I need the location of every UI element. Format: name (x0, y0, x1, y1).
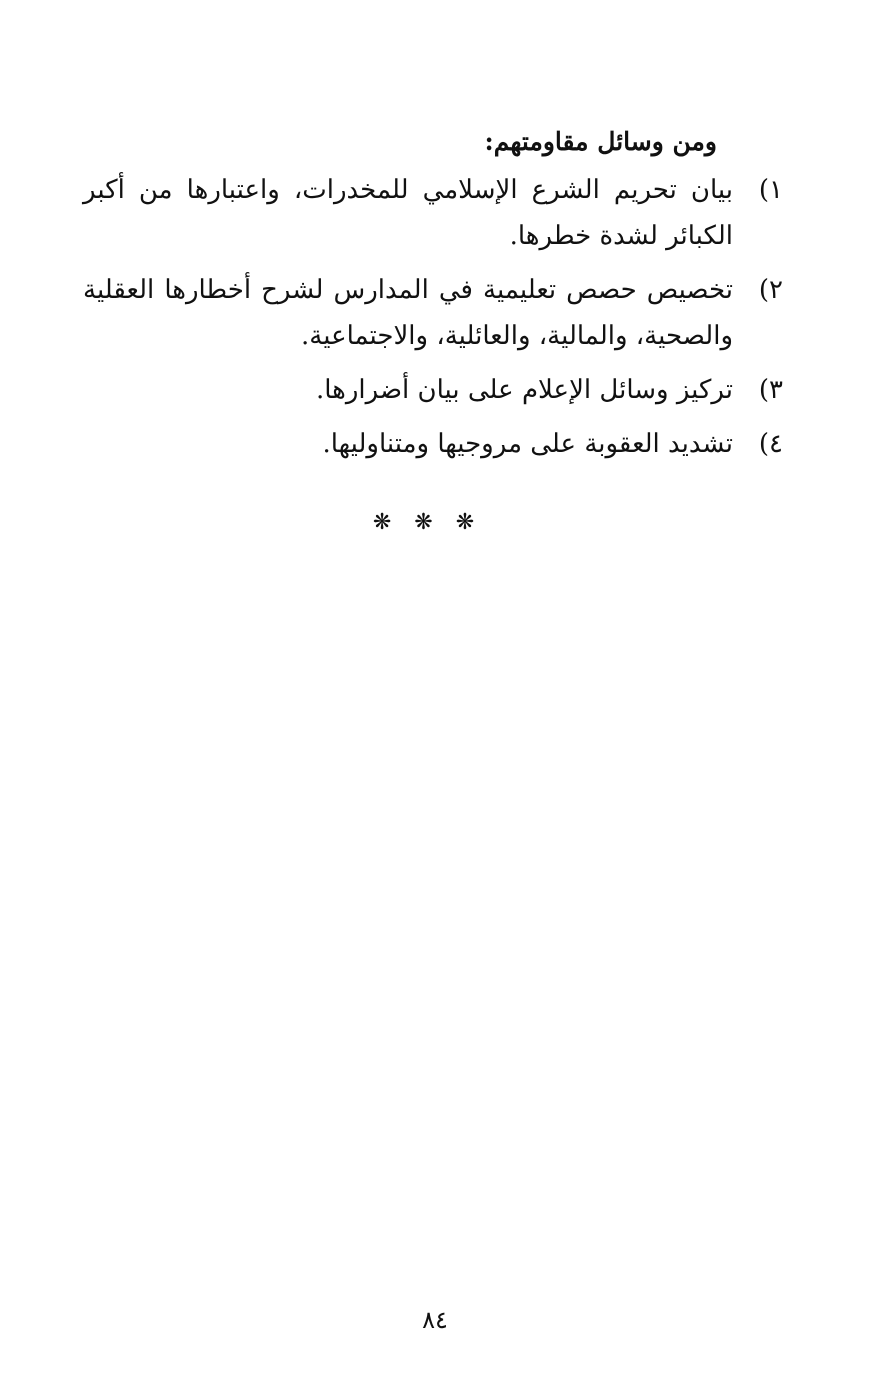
list-item-text: بيان تحريم الشرع الإسلامي للمخدرات، واعتبارها من أكبر الكبائر لشدة خطرها. (83, 175, 733, 251)
list-item (83, 367, 783, 413)
measures-list (83, 167, 783, 475)
list-item-text: تركيز وسائل الإعلام على بيان أضرارها. (315, 375, 733, 405)
section-heading: ومن وسائل مقاومتهم: (484, 127, 717, 156)
section-separator: ❋ ❋ ❋ (372, 510, 483, 535)
list-item-text: تخصيص حصص تعليمية في المدارس لشرح أخطارها العقلية والصحية، والمالية، والعائلية، والاجتماعية. (83, 275, 733, 351)
list-item (83, 421, 783, 467)
list-item-number: ٢) (758, 275, 783, 305)
list-item-number: ٤) (758, 429, 783, 459)
list-item-number: ٣) (758, 375, 783, 405)
page-number: ٨٤ (422, 1306, 448, 1334)
list-item (83, 267, 783, 359)
list-item-number: ١) (758, 175, 783, 205)
list-item (83, 167, 783, 259)
list-item-text: تشديد العقوبة على مروجيها ومتناوليها. (322, 429, 733, 459)
